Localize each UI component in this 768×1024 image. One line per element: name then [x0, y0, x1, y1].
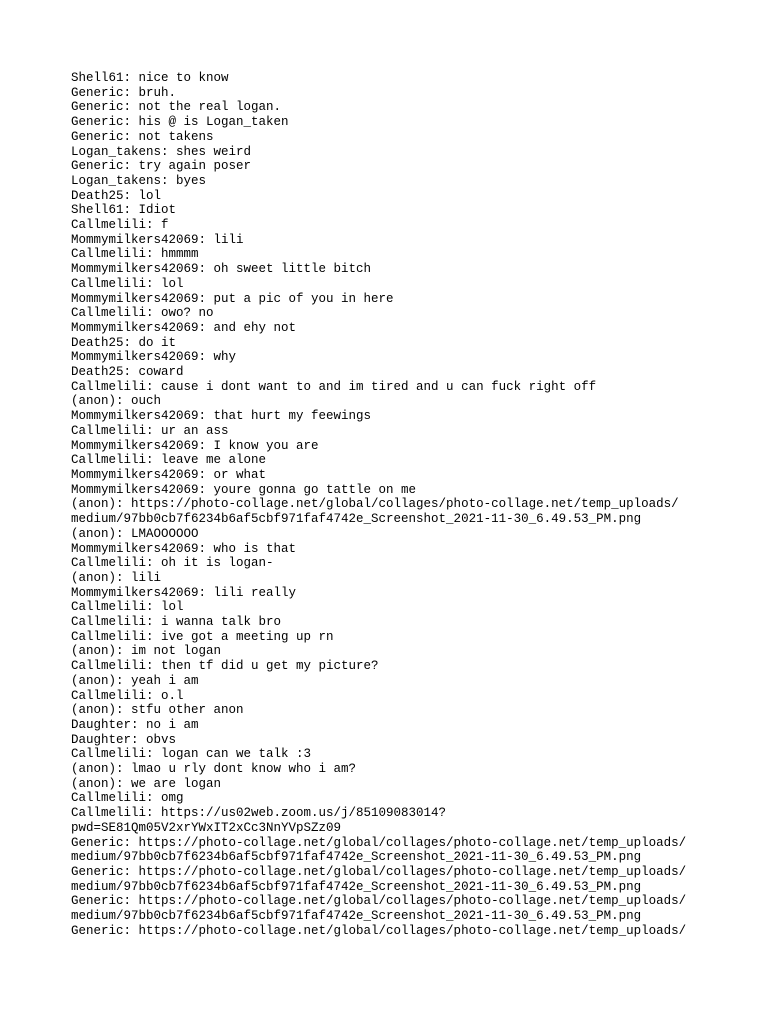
- transcript-line: Callmelili: leave me alone: [71, 453, 267, 468]
- transcript-line: Mommymilkers42069: lili really: [71, 585, 297, 600]
- transcript-line: Callmelili: i wanna talk bro: [71, 615, 282, 630]
- transcript-line: Callmelili: https://us02web.zoom.us/j/85109083014?: [71, 806, 447, 821]
- transcript-line: Callmelili: o.l: [71, 688, 184, 703]
- transcript-line: (anon): we are logan: [71, 776, 222, 791]
- transcript-line: Mommymilkers42069: that hurt my feewings: [71, 409, 372, 424]
- transcript-line: Death25: coward: [71, 365, 184, 380]
- transcript-line: (anon): im not logan: [71, 644, 222, 659]
- transcript-line: Callmelili: f: [71, 218, 169, 233]
- transcript-line: Callmelili: logan can we talk :3: [71, 747, 312, 762]
- transcript-line: Death25: lol: [71, 188, 162, 203]
- transcript-line: medium/97bb0cb7f6234b6af5cbf971faf4742e_Screenshot_2021-11-30_6.49.53_PM.png: [71, 850, 642, 865]
- transcript-line: medium/97bb0cb7f6234b6af5cbf971faf4742e_Screenshot_2021-11-30_6.49.53_PM.png: [71, 512, 642, 527]
- transcript-line: Callmelili: ur an ass: [71, 423, 229, 438]
- transcript-line: Daughter: no i am: [71, 717, 199, 732]
- transcript-line: (anon): stfu other anon: [71, 703, 244, 718]
- transcript-line: (anon): lmao u rly dont know who i am?: [71, 762, 357, 777]
- transcript-line: Mommymilkers42069: I know you are: [71, 438, 319, 453]
- transcript-line: Mommymilkers42069: oh sweet little bitch: [71, 262, 372, 277]
- transcript-line: Generic: https://photo-collage.net/global/collages/photo-collage.net/temp_uploads/: [71, 864, 687, 879]
- transcript-line: Daughter: obvs: [71, 732, 177, 747]
- transcript-line: Mommymilkers42069: who is that: [71, 541, 297, 556]
- transcript-line: Mommymilkers42069: put a pic of you in here: [71, 291, 394, 306]
- transcript-line: (anon): https://photo-collage.net/global/collages/photo-collage.net/temp_uploads/: [71, 497, 679, 512]
- transcript-line: Logan_takens: shes weird: [71, 144, 252, 159]
- transcript-line: Death25: do it: [71, 335, 177, 350]
- transcript-line: Mommymilkers42069: youre gonna go tattle on me: [71, 482, 417, 497]
- transcript-line: Logan_takens: byes: [71, 173, 207, 188]
- chat-transcript: [71, 71, 751, 938]
- transcript-line: Generic: https://photo-collage.net/global/collages/photo-collage.net/temp_uploads/: [71, 835, 687, 850]
- transcript-line: Mommymilkers42069: why: [71, 350, 237, 365]
- transcript-line: Generic: try again poser: [71, 159, 252, 174]
- transcript-line: Callmelili: cause i dont want to and im tired and u can fuck right off: [71, 379, 597, 394]
- transcript-line: Shell61: nice to know: [71, 71, 229, 85]
- transcript-line: (anon): LMAOOOOOO: [71, 526, 199, 541]
- transcript-line: Callmelili: lol: [71, 600, 184, 615]
- transcript-line: Mommymilkers42069: lili: [71, 232, 244, 247]
- transcript-line: Callmelili: ive got a meeting up rn: [71, 629, 334, 644]
- transcript-line: Callmelili: lol: [71, 276, 184, 291]
- transcript-line: Mommymilkers42069: or what: [71, 467, 267, 482]
- transcript-line: Callmelili: owo? no: [71, 306, 214, 321]
- transcript-line: medium/97bb0cb7f6234b6af5cbf971faf4742e_Screenshot_2021-11-30_6.49.53_PM.png: [71, 909, 642, 924]
- transcript-line: Generic: his @ is Logan_taken: [71, 115, 289, 130]
- transcript-line: Callmelili: hmmmm: [71, 247, 199, 262]
- transcript-line: Callmelili: then tf did u get my picture?: [71, 659, 379, 674]
- transcript-line: (anon): yeah i am: [71, 673, 199, 688]
- transcript-line: Generic: not takens: [71, 129, 214, 144]
- transcript-line: Callmelili: omg: [71, 791, 184, 806]
- transcript-line: Callmelili: oh it is logan-: [71, 556, 274, 571]
- transcript-line: Generic: https://photo-collage.net/global/collages/photo-collage.net/temp_uploads/: [71, 894, 687, 909]
- transcript-line: Generic: https://photo-collage.net/global/collages/photo-collage.net/temp_uploads/: [71, 923, 687, 938]
- transcript-line: (anon): ouch: [71, 394, 162, 409]
- transcript-line: pwd=SE81Qm05V2xrYWxIT2xCc3NnYVpSZz09: [71, 820, 342, 835]
- transcript-line: Mommymilkers42069: and ehy not: [71, 320, 297, 335]
- transcript-line: (anon): lili: [71, 570, 162, 585]
- transcript-line: Shell61: Idiot: [71, 203, 177, 218]
- transcript-line: medium/97bb0cb7f6234b6af5cbf971faf4742e_Screenshot_2021-11-30_6.49.53_PM.png: [71, 879, 642, 894]
- transcript-line: Generic: bruh.: [71, 85, 177, 100]
- transcript-line: Generic: not the real logan.: [71, 100, 282, 115]
